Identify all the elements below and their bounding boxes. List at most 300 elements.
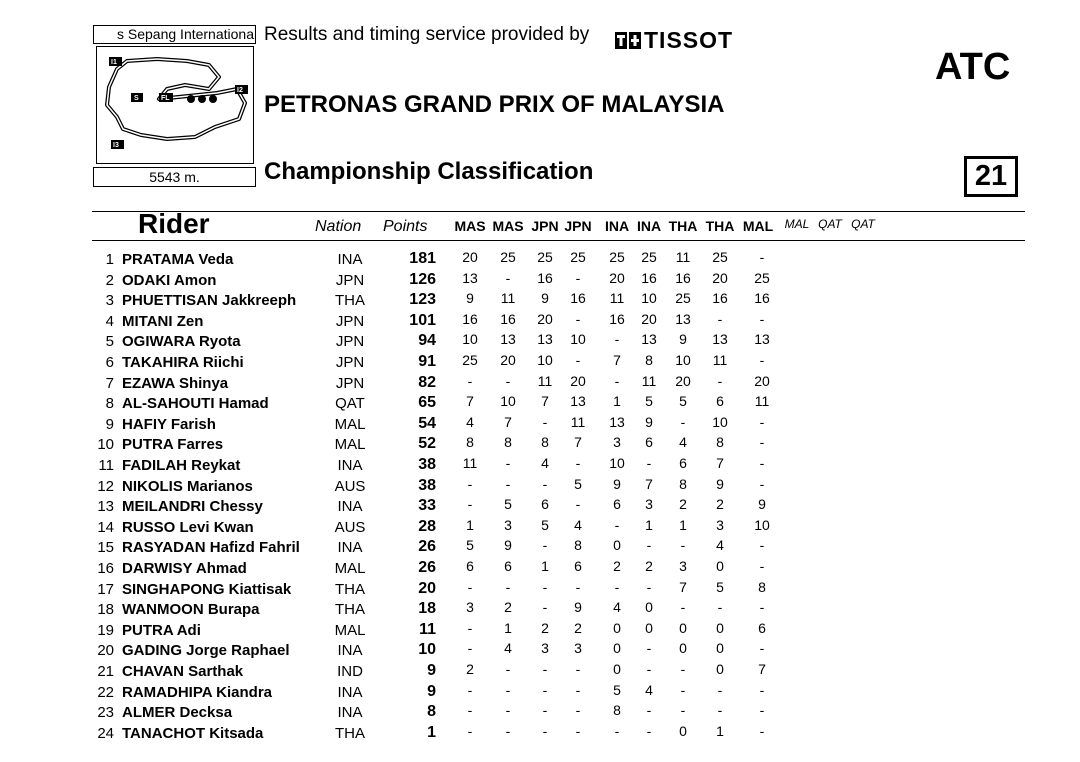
table-row <box>0 350 1080 370</box>
race-result: - <box>646 702 652 719</box>
race-result: 25 <box>712 249 728 265</box>
race-result: 6 <box>574 558 582 574</box>
race-result: 7 <box>758 661 766 677</box>
rider-points: 8 <box>427 703 436 721</box>
rider-points: 11 <box>419 620 436 638</box>
race-result: 13 <box>754 331 770 348</box>
rider-position: 18 <box>97 601 114 619</box>
race-result: 10 <box>500 393 516 410</box>
table-row <box>0 412 1080 432</box>
race-result: 8 <box>679 475 687 492</box>
race-result: 0 <box>645 619 653 636</box>
race-result: 9 <box>645 413 653 430</box>
rider-name: TANACHOT Kitsada <box>122 724 264 742</box>
race-result: - <box>614 372 620 389</box>
race-result: - <box>575 269 581 286</box>
race-header: MAS <box>454 218 486 234</box>
race-result: - <box>575 722 581 739</box>
race-result: 20 <box>609 269 625 286</box>
rider-name: EZAWA Shinya <box>122 374 229 392</box>
race-result: - <box>614 722 620 739</box>
rider-name: ALMER Decksa <box>122 704 233 722</box>
race-result: 25 <box>570 249 586 265</box>
table-row <box>0 432 1080 452</box>
rider-nation: THA <box>335 292 365 310</box>
race-result: 8 <box>504 434 512 451</box>
race-result: - <box>542 681 548 698</box>
race-result: 16 <box>712 290 728 307</box>
marker-i1-label: I1 <box>111 59 117 66</box>
rider-position: 10 <box>97 436 114 454</box>
race-result: 2 <box>613 558 621 574</box>
race-result: 5 <box>613 681 621 698</box>
race-result: - <box>759 599 765 616</box>
rider-nation: INA <box>337 251 363 268</box>
race-result: 9 <box>574 599 582 616</box>
table-row <box>0 535 1080 555</box>
rider-name: RUSSO Levi Kwan <box>122 518 254 536</box>
rider-name: SINGHAPONG Kiattisak <box>122 580 292 598</box>
race-result: - <box>575 310 581 327</box>
race-result: 4 <box>716 537 724 554</box>
race-header: THA <box>705 218 735 234</box>
rider-name: DARWISY Ahmad <box>122 560 247 577</box>
race-result: - <box>467 681 473 698</box>
race-result: 8 <box>613 702 621 719</box>
page-number: 21 <box>964 156 1018 197</box>
track-map-drawing <box>97 47 252 162</box>
rider-name: RASYADAN Hafizd Fahril <box>122 539 300 557</box>
future-race-header: QAT <box>818 217 842 231</box>
rider-name: PUTRA Adi <box>122 621 201 639</box>
race-result: 0 <box>613 661 621 677</box>
race-result: 2 <box>716 496 724 513</box>
race-result: 3 <box>541 640 549 657</box>
rider-position: 24 <box>97 724 114 742</box>
race-result: - <box>646 661 652 677</box>
race-result: 5 <box>574 475 582 492</box>
future-race-header: QAT <box>851 217 875 231</box>
race-result: 11 <box>537 372 553 389</box>
race-header: MAL <box>742 218 774 234</box>
race-result: 16 <box>641 269 657 286</box>
race-result: 9 <box>541 290 549 307</box>
race-result: - <box>717 702 723 719</box>
rider-points: 65 <box>418 394 436 412</box>
race-result: - <box>542 599 548 616</box>
race-result: 3 <box>716 516 724 533</box>
rider-position: 9 <box>105 415 114 433</box>
rider-position: 14 <box>97 518 114 536</box>
race-result: 16 <box>500 310 516 327</box>
table-row <box>0 494 1080 514</box>
race-header: INA <box>636 218 662 234</box>
rider-nation: JPN <box>335 374 365 392</box>
tissot-wordmark: TISSOT <box>644 26 734 53</box>
rider-nation: JPN <box>335 271 365 289</box>
race-result: - <box>759 640 765 657</box>
race-result: - <box>505 661 511 677</box>
race-result: 13 <box>500 331 516 348</box>
race-result: 4 <box>574 516 582 533</box>
circuit-name: s Sepang Internationa <box>93 25 256 44</box>
race-result: 9 <box>613 475 621 492</box>
race-result: 1 <box>613 393 621 410</box>
rider-name: PRATAMA Veda <box>122 251 234 268</box>
race-result: 7 <box>613 352 621 368</box>
race-result: - <box>646 455 652 471</box>
header-nation: Nation <box>315 218 362 235</box>
race-result: 1 <box>541 558 549 574</box>
race-result: 5 <box>716 578 724 595</box>
rider-position: 1 <box>105 251 114 268</box>
rider-position: 15 <box>97 539 114 557</box>
race-result: 9 <box>758 496 766 513</box>
race-result: 9 <box>504 537 512 554</box>
race-result: 7 <box>679 578 687 595</box>
race-result: - <box>467 475 473 492</box>
race-result: 3 <box>466 599 474 616</box>
race-result: 1 <box>716 722 724 739</box>
rider-position: 22 <box>97 683 114 701</box>
race-result: 4 <box>466 413 474 430</box>
rider-position: 17 <box>97 580 114 598</box>
rider-points: 9 <box>427 682 436 700</box>
race-result: 16 <box>537 269 553 286</box>
race-result: 3 <box>504 516 512 533</box>
rider-position: 11 <box>98 457 114 474</box>
rider-points: 20 <box>418 579 436 597</box>
track-map <box>96 46 254 164</box>
race-result: 20 <box>641 310 657 327</box>
race-result: - <box>717 372 723 389</box>
rider-nation: THA <box>335 580 365 598</box>
race-result: 2 <box>466 661 474 677</box>
rider-position: 16 <box>97 560 114 577</box>
rider-position: 2 <box>105 271 114 289</box>
rider-nation: AUS <box>334 518 366 536</box>
race-result: 9 <box>679 331 687 348</box>
race-result: 11 <box>609 290 625 307</box>
race-result: 11 <box>712 352 728 368</box>
table-row <box>0 597 1080 617</box>
race-result: 2 <box>504 599 512 616</box>
rider-position: 5 <box>105 333 114 351</box>
race-result: 1 <box>645 516 653 533</box>
event-title: PETRONAS GRAND PRIX OF MALAYSIA <box>264 91 725 118</box>
race-result: - <box>467 722 473 739</box>
rider-position: 6 <box>105 354 114 371</box>
class-code: ATC <box>935 46 1011 88</box>
race-result: - <box>646 640 652 657</box>
rider-nation: IND <box>337 663 363 680</box>
race-result: - <box>614 516 620 533</box>
race-result: 4 <box>504 640 512 657</box>
race-result: 13 <box>609 413 625 430</box>
race-result: 3 <box>574 640 582 657</box>
race-result: 25 <box>675 290 691 307</box>
race-result: 1 <box>466 516 474 533</box>
race-result: 20 <box>500 352 516 368</box>
race-result: - <box>680 413 686 430</box>
race-result: - <box>542 537 548 554</box>
rider-points: 126 <box>409 270 436 288</box>
race-result: 25 <box>641 249 657 265</box>
rider-position: 3 <box>105 292 114 310</box>
rider-points: 18 <box>418 600 436 618</box>
table-row <box>0 577 1080 597</box>
race-result: - <box>759 352 765 368</box>
rider-name: RAMADHIPA Kiandra <box>122 683 273 701</box>
race-result: 11 <box>641 372 657 389</box>
rider-nation: QAT <box>335 395 365 413</box>
race-result: 5 <box>504 496 512 513</box>
table-row <box>0 700 1080 720</box>
marker-i2-label: I2 <box>237 87 243 94</box>
race-result: 6 <box>716 393 724 410</box>
table-row <box>0 288 1080 308</box>
rider-name: OGIWARA Ryota <box>122 333 241 351</box>
race-result: 13 <box>537 331 553 348</box>
rider-points: 181 <box>409 250 436 267</box>
race-result: 5 <box>541 516 549 533</box>
race-result: 10 <box>609 455 625 471</box>
race-result: 1 <box>679 516 687 533</box>
table-row <box>0 391 1080 411</box>
race-result: 0 <box>716 619 724 636</box>
rider-position: 7 <box>105 374 114 392</box>
race-result: 2 <box>679 496 687 513</box>
rider-points: 94 <box>418 332 436 350</box>
rider-nation: THA <box>335 601 365 619</box>
marker-fl-label: FL <box>161 95 170 102</box>
race-result: 10 <box>712 413 728 430</box>
table-row <box>0 453 1080 473</box>
race-result: 25 <box>754 269 770 286</box>
rider-name: PUTRA Farres <box>122 436 224 454</box>
race-result: - <box>614 331 620 348</box>
race-result: - <box>505 702 511 719</box>
race-result: 16 <box>570 290 586 307</box>
race-result: 6 <box>758 619 766 636</box>
table-row <box>0 329 1080 349</box>
race-result: 25 <box>462 352 478 368</box>
race-result: 0 <box>645 599 653 616</box>
race-result: 10 <box>537 352 553 368</box>
race-result: 2 <box>541 619 549 636</box>
race-result: 4 <box>613 599 621 616</box>
race-result: - <box>614 578 620 595</box>
rider-points: 82 <box>418 373 436 391</box>
race-result: - <box>505 475 511 492</box>
table-header-rule <box>92 240 1025 241</box>
race-result: 20 <box>462 249 478 265</box>
table-row <box>0 515 1080 535</box>
rider-points: 54 <box>418 414 436 432</box>
race-result: 13 <box>462 269 478 286</box>
race-result: - <box>759 455 765 471</box>
race-result: 10 <box>754 516 770 533</box>
rider-name: HAFIY Farish <box>122 415 216 433</box>
race-result: 0 <box>679 722 687 739</box>
timing-credit: Results and timing service provided by <box>264 24 590 45</box>
race-result: - <box>542 578 548 595</box>
rider-position: 19 <box>97 621 114 639</box>
rider-nation: MAL <box>334 560 366 577</box>
race-result: 10 <box>570 331 586 348</box>
rider-name: NIKOLIS Marianos <box>122 477 253 495</box>
race-result: 7 <box>574 434 582 451</box>
race-result: 0 <box>716 640 724 657</box>
rider-position: 21 <box>97 663 114 680</box>
rider-points: 9 <box>427 662 436 679</box>
race-result: - <box>505 722 511 739</box>
rider-points: 52 <box>418 435 436 453</box>
table-row <box>0 680 1080 700</box>
rider-points: 33 <box>418 497 436 515</box>
race-result: 7 <box>716 455 724 471</box>
race-result: 11 <box>675 249 691 265</box>
rider-name: TAKAHIRA Riichi <box>122 354 244 371</box>
race-result: - <box>717 310 723 327</box>
race-result: 16 <box>462 310 478 327</box>
race-result: 5 <box>466 537 474 554</box>
race-result: 25 <box>537 249 553 265</box>
table-row <box>0 309 1080 329</box>
race-result: - <box>542 475 548 492</box>
rider-nation: JPN <box>335 333 365 351</box>
race-result: 6 <box>504 558 512 574</box>
race-result: - <box>646 578 652 595</box>
rider-position: 8 <box>105 395 114 413</box>
race-result: 13 <box>675 310 691 327</box>
race-result: - <box>759 558 765 574</box>
race-result: 9 <box>716 475 724 492</box>
race-result: 20 <box>675 372 691 389</box>
header-rider: Rider <box>138 208 210 239</box>
race-result: - <box>505 372 511 389</box>
rider-nation: AUS <box>334 477 366 495</box>
race-result: - <box>542 661 548 677</box>
race-result: - <box>759 537 765 554</box>
rider-nation: JPN <box>335 312 365 330</box>
rider-nation: MAL <box>334 415 366 433</box>
race-header: JPN <box>564 218 592 234</box>
race-result: - <box>575 702 581 719</box>
rider-name: FADILAH Reykat <box>122 457 241 474</box>
race-header: THA <box>668 218 698 234</box>
race-result: 7 <box>541 393 549 410</box>
race-result: - <box>467 372 473 389</box>
rider-points: 28 <box>418 517 436 535</box>
race-result: - <box>759 702 765 719</box>
race-result: 20 <box>570 372 586 389</box>
race-result: 0 <box>679 619 687 636</box>
race-result: 20 <box>712 269 728 286</box>
race-result: - <box>467 619 473 636</box>
rider-nation: INA <box>337 539 363 557</box>
race-result: - <box>680 599 686 616</box>
rider-name: WANMOON Burapa <box>122 601 260 619</box>
table-top-rule <box>92 211 1025 212</box>
rider-nation: THA <box>335 724 365 742</box>
rider-points: 38 <box>418 476 436 494</box>
race-result: 4 <box>645 681 653 698</box>
race-result: - <box>759 681 765 698</box>
rider-position: 4 <box>105 312 114 330</box>
race-result: - <box>646 722 652 739</box>
rider-nation: JPN <box>335 354 365 371</box>
race-result: 9 <box>466 290 474 307</box>
race-result: 6 <box>541 496 549 513</box>
race-result: 5 <box>645 393 653 410</box>
race-result: 1 <box>504 619 512 636</box>
race-result: 0 <box>613 619 621 636</box>
rider-points: 10 <box>418 641 436 659</box>
document-title: Championship Classification <box>264 158 594 185</box>
race-result: - <box>575 352 581 368</box>
race-result: - <box>759 413 765 430</box>
race-result: 13 <box>641 331 657 348</box>
race-result: - <box>505 269 511 286</box>
rider-nation: INA <box>337 642 363 660</box>
race-result: - <box>646 537 652 554</box>
race-result: 7 <box>504 413 512 430</box>
race-result: 16 <box>754 290 770 307</box>
race-result: - <box>575 661 581 677</box>
race-result: 11 <box>462 455 478 471</box>
race-result: - <box>575 578 581 595</box>
race-result: - <box>680 537 686 554</box>
race-result: - <box>505 681 511 698</box>
race-result: - <box>759 310 765 327</box>
race-result: 0 <box>613 537 621 554</box>
table-row <box>0 659 1080 679</box>
race-result: 6 <box>466 558 474 574</box>
rider-name: MITANI Zen <box>122 312 204 330</box>
rider-nation: INA <box>337 498 363 516</box>
race-result: 8 <box>574 537 582 554</box>
race-result: - <box>575 681 581 698</box>
table-row <box>0 268 1080 288</box>
rider-position: 23 <box>97 704 114 722</box>
race-result: 4 <box>541 455 549 471</box>
race-result: 8 <box>645 352 653 368</box>
race-result: 6 <box>679 455 687 471</box>
rider-nation: MAL <box>334 621 366 639</box>
race-header: INA <box>604 218 630 234</box>
race-result: 8 <box>716 434 724 451</box>
race-result: 8 <box>541 434 549 451</box>
race-result: 8 <box>466 434 474 451</box>
race-result: - <box>759 475 765 492</box>
race-header: JPN <box>531 218 559 234</box>
race-result: 20 <box>754 372 770 389</box>
rider-nation: MAL <box>334 436 366 454</box>
race-result: 3 <box>645 496 653 513</box>
table-row <box>0 371 1080 391</box>
race-result: - <box>505 455 511 471</box>
race-result: - <box>680 681 686 698</box>
race-result: 25 <box>609 249 625 265</box>
marker-i3-label: I3 <box>113 142 119 149</box>
rider-position: 20 <box>97 642 114 660</box>
race-result: - <box>542 702 548 719</box>
track-length: 5543 m. <box>93 167 256 187</box>
race-result: 2 <box>574 619 582 636</box>
race-result: - <box>467 702 473 719</box>
race-header: MAS <box>492 218 524 234</box>
